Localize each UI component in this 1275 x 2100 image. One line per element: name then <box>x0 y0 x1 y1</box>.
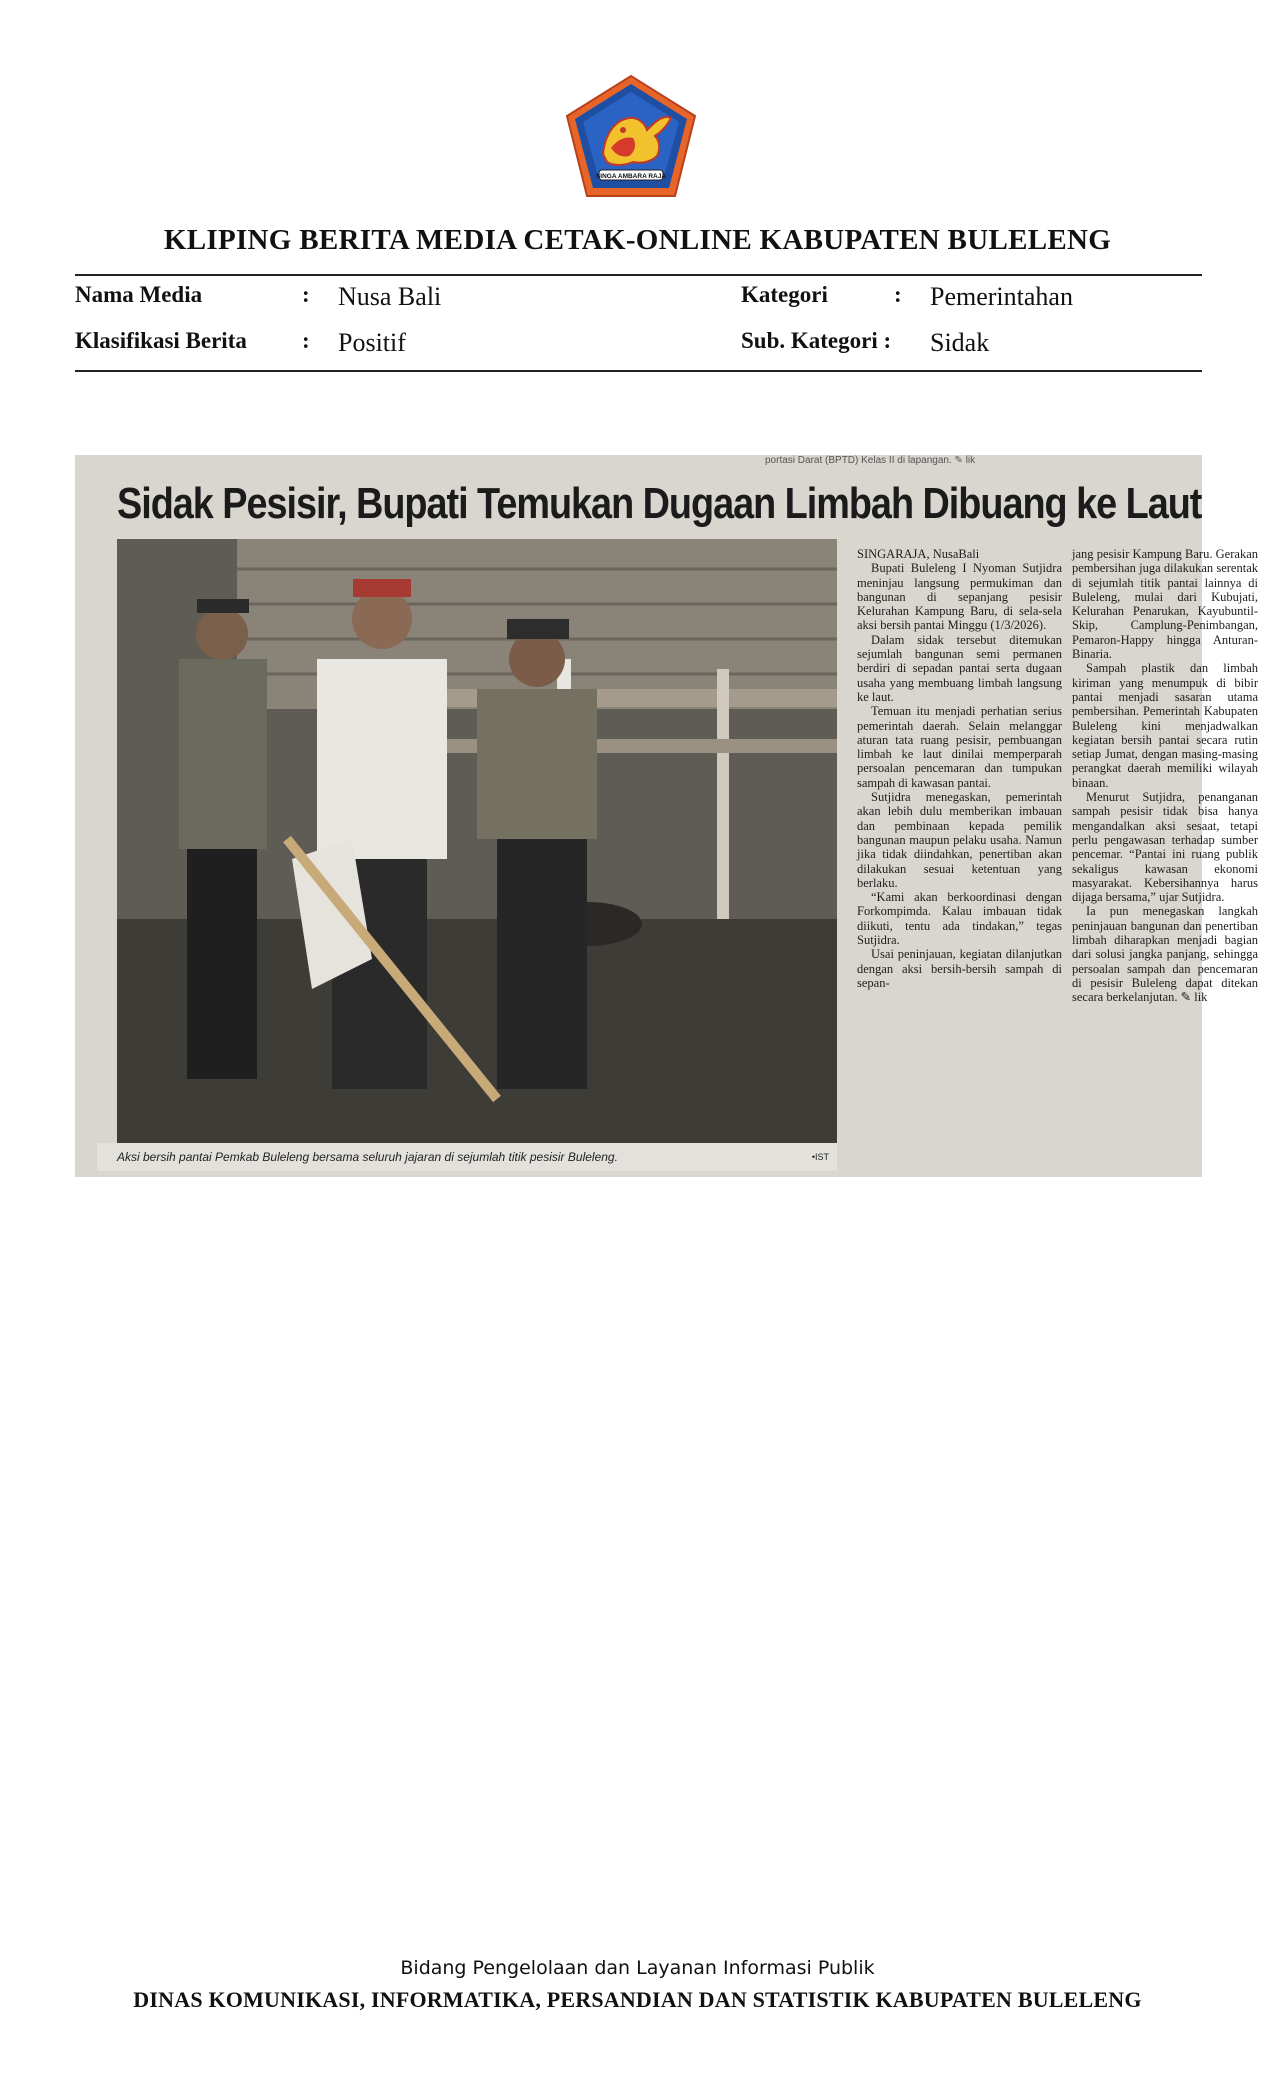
subcategory-value: Sidak <box>930 328 990 357</box>
article-paragraph: Temuan itu menjadi perhatian serius pemerintah daerah. Selain melanggar aturan tata ruang pesisir, pembuangan limbah ke laut dinilai memperparah persoalan pencemaran dan tumpukan sampah di kawasan pantai. <box>857 704 1062 790</box>
photo-caption <box>97 1143 837 1171</box>
photo-credit: •IST <box>811 1152 829 1162</box>
classification-colon: : <box>302 328 310 353</box>
article-paragraph: Bupati Buleleng I Nyoman Sutjidra meninjau langsung permukiman dan bangunan di sepanjang pesisir Kelurahan Kampung Baru, di sela-sela aksi bersih pantai Minggu (1/3/2026). <box>857 561 1062 633</box>
media-colon: : <box>302 282 310 307</box>
article-paragraph: “Kami akan berkoordinasi dengan Forkompimda. Kalau imbauan tidak diikuti, tentu ada tindakan,” tegas Sutjidra. <box>857 890 1062 948</box>
classification-value: Positif <box>338 328 406 357</box>
article-column-2 <box>1072 547 1258 1005</box>
page-title: KLIPING BERITA MEDIA CETAK-ONLINE KABUPATEN BULELENG <box>163 224 1112 256</box>
article-paragraph: Dalam sidak tersebut ditemukan sejumlah bangunan semi permanen berdiri di sepadan pantai serta dugaan usaha yang membuang limbah langsung ke laut. <box>857 632 1062 704</box>
article-paragraph: Usai peninjauan, kegiatan dilanjutkan dengan aksi bersih-bersih sampah di sepan- <box>857 947 1062 990</box>
classification-label: Klasifikasi Berita <box>75 328 247 353</box>
subcategory-label: Sub. Kategori : <box>741 328 892 353</box>
divider-bottom <box>75 370 1202 372</box>
article-paragraph: Menurut Sutjidra, penanganan sampah pesisir tidak bisa hanya mengandalkan aksi sesaat, tetapi perlu pengawasan terhadap sumber pencemar. “Pantai ini ruang publik sekaligus kawasan ekonomi masyarakat. Kebersihannya harus dijaga bersama,” ujar Sutjidra. <box>1072 790 1258 905</box>
divider-top <box>75 274 1202 276</box>
category-label: Kategori <box>741 282 828 307</box>
photo-caption-text: Aksi bersih pantai Pemkab Buleleng bersama seluruh jajaran di sejumlah titik pesisir Buleleng. <box>117 1150 618 1164</box>
category-colon: : <box>894 282 902 307</box>
article-column-1 <box>857 547 1062 990</box>
kabupaten-buleleng-logo <box>563 74 699 198</box>
media-label: Nama Media <box>75 282 203 307</box>
newspaper-clipping <box>75 455 1258 1177</box>
logo-motto: SINGA AMBARA RAJA <box>595 173 667 180</box>
meta-row-1 <box>75 282 1202 316</box>
footer-division: Bidang Pengelolaan dan Layanan Informasi Publik <box>400 1957 875 1979</box>
article-paragraph: SINGARAJA, NusaBali <box>857 547 980 561</box>
article-photo <box>117 539 837 1143</box>
clipping-top-strip: portasi Darat (BPTD) Kelas II di lapangan. ✎ lik <box>765 455 976 466</box>
article-paragraph: Sampah plastik dan limbah kiriman yang menumpuk di bibir pantai menjadi sasaran utama pembersihan. Pemerintah Kabupaten Buleleng kini menjadwalkan kegiatan bersih pantai secara rutin setiap Jumat, dengan masing-masing perangkat daerah memiliki wilayah binaan. <box>1072 661 1258 790</box>
category-value: Pemerintahan <box>930 282 1073 311</box>
article-paragraph: Sutjidra menegaskan, pemerintah akan lebih dulu memberikan imbauan dan pembinaan kepada pemilik bangunan maupun pelaku usaha. Namun jika tidak diindahkan, penertiban akan dilakukan sesuai ketentuan yang berlaku. <box>857 790 1062 890</box>
article-headline: Sidak Pesisir, Bupati Temukan Dugaan Limbah Dibuang ke Laut <box>117 479 1202 528</box>
article-paragraph: Ia pun menegaskan langkah peninjauan bangunan dan penertiban limbah diharapkan menjadi bagian dari solusi jangka panjang, sehingga persoalan sampah dan pencemaran di pesisir Buleleng dapat ditekan secara berkelanjutan. ✎ lik <box>1072 904 1258 1005</box>
article-paragraph: jang pesisir Kampung Baru. Gerakan pembersihan juga dilakukan serentak di sejumlah titik pantai lainnya di Buleleng, mulai dari Kubujati, Kelurahan Penarukan, Kayubuntil-Skip, Camplung-Penimbangan, Pemaron-Happy hingga Anturan-Binaria. <box>1072 547 1258 662</box>
media-value: Nusa Bali <box>338 282 442 311</box>
footer-agency: DINAS KOMUNIKASI, INFORMATIKA, PERSANDIAN DAN STATISTIK KABUPATEN BULELENG <box>133 1987 1142 2012</box>
meta-row-2 <box>75 328 1202 362</box>
